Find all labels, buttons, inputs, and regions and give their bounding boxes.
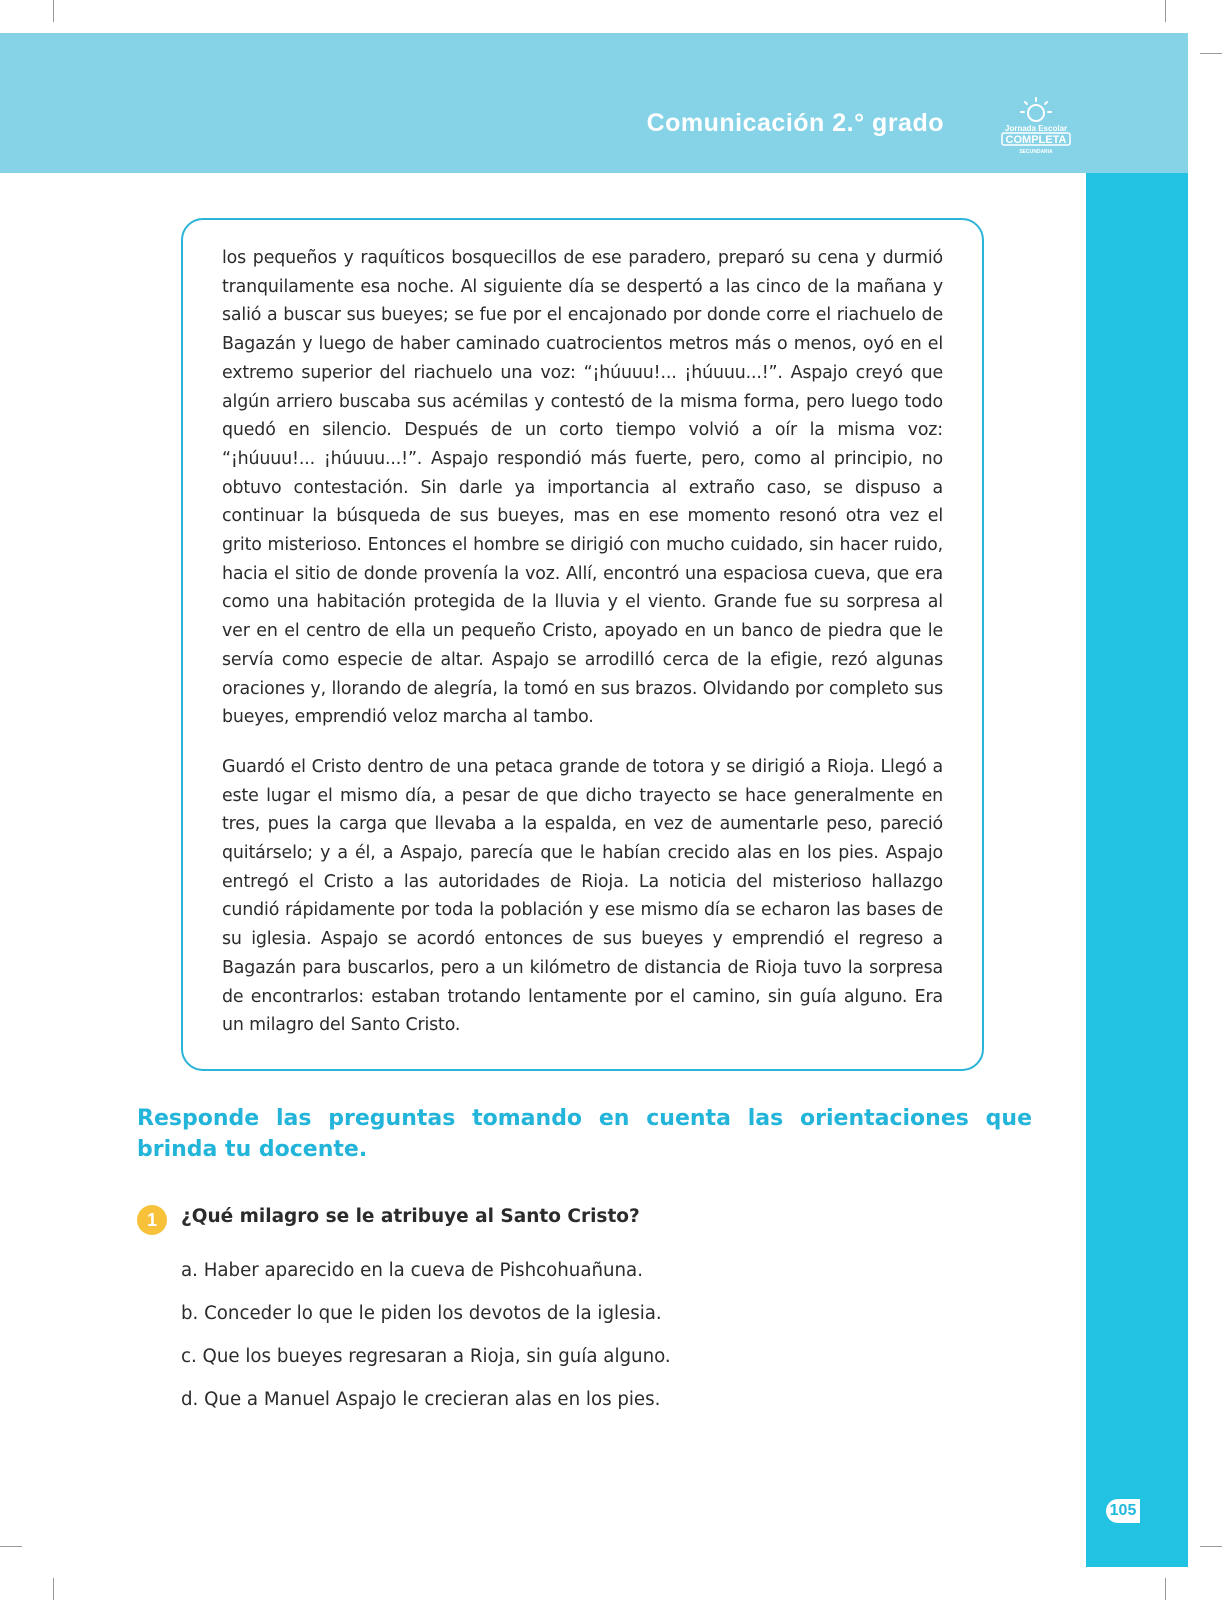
crop-mark	[1165, 0, 1166, 22]
crop-mark	[1200, 53, 1222, 54]
page-header-title: Comunicación 2.° grado	[646, 109, 944, 137]
answer-option-c[interactable]: c. Que los bueyes regresaran a Rioja, sin guía alguno.	[181, 1346, 671, 1367]
page-number: 105	[1106, 1499, 1140, 1523]
crop-mark	[53, 0, 54, 22]
side-bar	[1086, 173, 1188, 1567]
story-paragraph: los pequeños y raquíticos bosquecillos de ese paradero, preparó su cena y durmió tranquilamente esa noche. Al siguiente día se despertó a las cinco de la mañana y salió a buscar sus bueyes; se fue por el encajonado por donde corre el riachuelo de Bagazán y luego de haber caminado cuatrocientos metros más o menos, oyó en el extremo superior del riachuelo una voz: “¡húuuu!... ¡húuuu...!”. Aspajo creyó que algún arriero buscaba sus acémilas y contestó de la misma forma, pero luego todo quedó en silencio. Después de un corto tiempo volvió a oír la misma voz: “¡húuuu!... ¡húuuu...!”. Aspajo respondió más fuerte, pero, como al principio, no obtuvo contestación. Sin darle ya importancia al extraño caso, se dispuso a continuar la búsqueda de sus bueyes, mas en ese momento resonó otra vez el grito misterioso. Entonces el hombre se dirigió con mucho cuidado, sin hacer ruido, hacia el sitio de donde provenía la voz. Allí, encontró una espaciosa cueva, que era como una habitación protegida de la lluvia y el viento. Grande fue su sorpresa al ver en el centro de ella un pequeño Cristo, apoyado en un banco de piedra que le servía como especie de altar. Aspajo se arrodilló cerca de la efigie, rezó algunas oraciones y, llorando de alegría, la tomó en sus brazos. Olvidando por completo sus bueyes, emprendió veloz marcha al tambo.	[222, 248, 943, 728]
crop-mark	[1165, 1578, 1166, 1600]
crop-mark	[0, 1546, 22, 1547]
answer-option-b[interactable]: b. Conceder lo que le piden los devotos de la iglesia.	[181, 1303, 662, 1324]
crop-mark	[1200, 1546, 1222, 1547]
answer-options	[181, 1256, 671, 1428]
instruction-heading: Responde las preguntas tomando en cuenta las orientaciones que brinda tu docente.	[137, 1106, 1032, 1162]
logo-text-bottom: SECUNDARIA	[1019, 149, 1053, 155]
jornada-escolar-logo	[996, 96, 1076, 156]
crop-mark	[53, 1578, 54, 1600]
logo-text-top: Jornada Escolar	[1004, 124, 1068, 133]
story-paragraph: Guardó el Cristo dentro de una petaca grande de totora y se dirigió a Rioja. Llegó a este lugar el mismo día, a pesar de que dicho trayecto se hace generalmente en tres, pues la carga que llevaba a la espalda, en vez de aumentarle peso, pareció quitárselo; y a él, a Aspajo, parecía que le habían crecido alas en los pies. Aspajo entregó el Cristo a las autoridades de Rioja. La noticia del misterioso hallazgo cundió rápidamente por toda la población y ese mismo día se echaron las bases de su iglesia. Aspajo se acordó entonces de sus bueyes y emprendió el regreso a Bagazán para buscarlos, pero a un kilómetro de distancia de Rioja tuvo la sorpresa de encontrarlos: estaban trotando lentamente por el camino, sin guía alguno. Era un milagro del Santo Cristo.	[222, 756, 943, 1036]
story-text-box	[181, 218, 984, 1071]
answer-option-d[interactable]: d. Que a Manuel Aspajo le crecieran alas en los pies.	[181, 1389, 661, 1410]
logo-text-main: COMPLETA	[1005, 134, 1067, 146]
question-number-badge: 1	[137, 1205, 167, 1235]
answer-option-a[interactable]: a. Haber aparecido en la cueva de Pishcohuañuna.	[181, 1260, 643, 1281]
question-text: ¿Qué milagro se le atribuye al Santo Cristo?	[181, 1206, 640, 1227]
